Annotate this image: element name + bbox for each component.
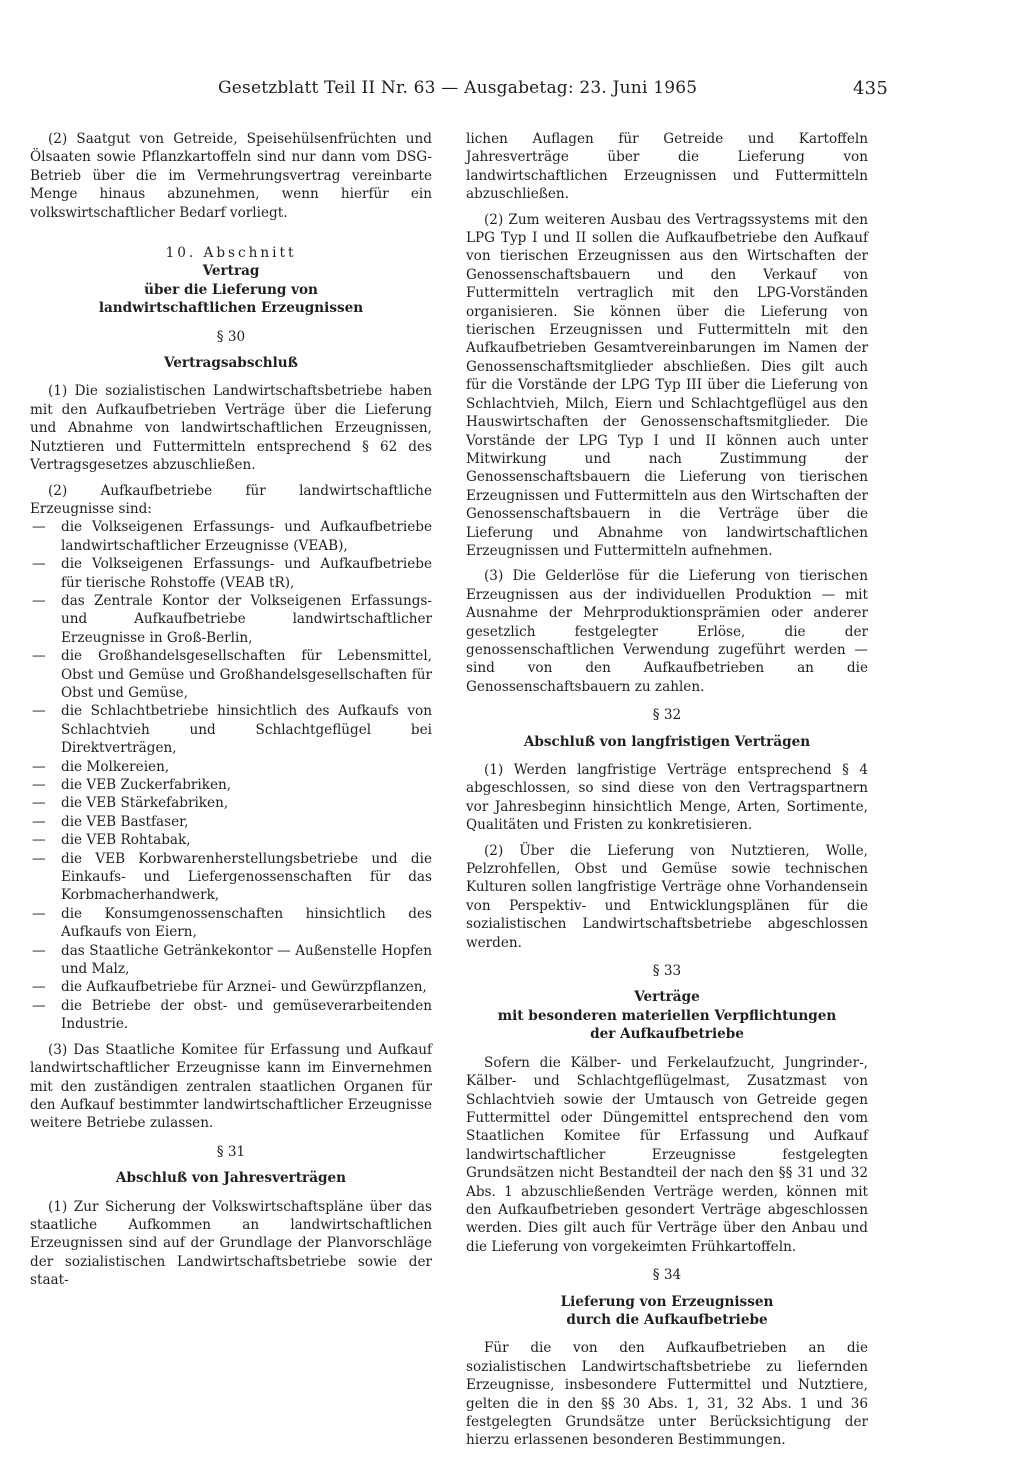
gazette-title: Gesetzblatt Teil II Nr. 63 — Ausgabetag: 23. Juni 1965 <box>218 78 698 98</box>
list-item: — die Schlachtbetriebe hinsichtlich des Aufkaufs von Schlachtvieh und Schlachtgeflügel bei Direktverträgen, <box>30 702 432 757</box>
paragraph-title-32: Abschluß von langfristigen Verträgen <box>523 733 811 750</box>
s34-paragraph: Für die von den Aufkaufbetrieben an die sozialistischen Landwirtschaftsbetriebe zu liefernden Erzeugnisse, insbesondere Futtermittel und Nutztiere, gelten die in den §§ 30 Abs. 1, 31, 32 Abs. 1 und 36 festgelegten Grundsätze unter Berücksichtigung der hierzu erlassenen besonderen Bestimmungen. <box>466 1340 868 1449</box>
purchasing-companies-list <box>30 518 432 1033</box>
paragraph-title-33-line-1: Verträge <box>634 989 700 1006</box>
s30-subsection-3: (3) Das Staatliche Komitee für Erfassung und Aufkauf landwirtschaftlicher Erzeugnisse kann im Einvernehmen mit den zuständigen zentralen staatlichen Organen für den Aufkauf bestimmter landwirtschaftlicher Erzeugnisse weitere Betriebe zulassen. <box>30 1041 432 1132</box>
s32-subsection-2: (2) Über die Lieferung von Nutztieren, Wolle, Pelzrohfellen, Obst und Gemüse sowie technischen Kulturen sollen langfristige Verträge ohne Vorhandensein von Perspektiv- und Entwicklungsplänen für die sozialistischen Landwirtschaftsbetriebe abgeschlossen werden. <box>466 842 868 951</box>
list-item: — die VEB Zuckerfabriken, <box>30 776 432 794</box>
section-title-line-2: über die Lieferung von <box>144 281 318 298</box>
left-column <box>30 130 432 1297</box>
list-item: — die VEB Stärkefabriken, <box>30 794 432 812</box>
section-title-line-3: landwirtschaftlichen Erzeugnissen <box>98 300 364 317</box>
paragraph-number-32: § 32 <box>652 707 682 724</box>
s33-paragraph: Sofern die Kälber- und Ferkelaufzucht, Jungrinder-, Kälber- und Schlachtgeflügelmast, Zusatzmast von Schlachtvieh sowie der Umtausch von Getreide gegen Futtermittel oder Düngemittel entsprechend den vom Staatlichen Komitee für Erfassung und Aufkauf landwirtschaftlicher Erzeugnisse festgelegten Grundsätzen nicht Bestandteil der nach den §§ 31 und 32 Abs. 1 abzuschließenden Verträge werden, können mit den Aufkaufbetrieben gesondert Verträge abgeschlossen werden. Dies gilt auch für Verträge über den Anbau und die Lieferung von vorgekeimten Frühkartoffeln. <box>466 1054 868 1255</box>
list-item: — die VEB Rohtabak, <box>30 831 432 849</box>
section-title-line-1: Vertrag <box>202 263 260 280</box>
s31-subsection-3: (3) Die Gelderlöse für die Lieferung von tierischen Erzeugnissen aus der individuellen Produktion — mit Ausnahme der Mehrproduktionsprämien oder anderer gesetzlich festgelegter Erlöse, die der genossenschaftlichen Verwendung zugeführt werden — sind von den Aufkaufbetrieben an die Genossenschaftsbauern zu zahlen. <box>466 568 868 695</box>
paragraph-title-34-line-2: durch die Aufkaufbetriebe <box>566 1311 768 1328</box>
paragraph-number-33: § 33 <box>652 963 682 980</box>
paragraph-number-31: § 31 <box>216 1143 246 1160</box>
s31-subsection-1-continued: lichen Auflagen für Getreide und Kartoffeln Jahresverträge über die Lieferung von landwirtschaftlichen Erzeugnissen und Futtermitteln abzuschließen. <box>466 131 868 203</box>
paragraph-title-31: Abschluß von Jahresverträgen <box>115 1170 347 1187</box>
s31-subsection-1: (1) Zur Sicherung der Volkswirtschaftspläne über das staatliche Aufkommen an landwirtschaftlichen Erzeugnissen sind auf der Grundlage der Planvorschläge der sozialistischen Landwirtschaftsbetriebe sowie der staat- <box>30 1198 432 1289</box>
right-column <box>466 130 868 1457</box>
list-item: — das Staatliche Getränkekontor — Außenstelle Hopfen und Malz, <box>30 942 432 979</box>
s32-subsection-1: (1) Werden langfristige Verträge entsprechend § 4 abgeschlossen, so sind diese von den Vertragspartnern vor Jahresbeginn hinsichtlich Menge, Arten, Sortimente, Qualitäten und Fristen zu konkretisieren. <box>466 762 868 834</box>
s31-subsection-2: (2) Zum weiteren Ausbau des Vertragssystems mit den LPG Typ I und II sollen die Aufkaufbetriebe den Aufkauf von tierischen Erzeugnissen aus den Wirtschaften der Genossenschaftsbauern und den Verkauf von Futtermitteln vertraglich mit den LPG-Vorständen organisieren. Sie können über die Lieferung von tierischen Erzeugnissen und Futtermitteln mit den Aufkaufbetrieben Gesamtvereinbarungen im Namen der Genossenschaftsmitglieder abschließen. Dies gilt auch für die Vorstände der LPG Typ III über die Lieferung von Schlachtvieh, Milch, Eiern und Schlachtgeflügel aus den Hauswirtschaften der Genossenschaftsmitglieder. Die Vorstände der LPG Typ I und II können auch unter Mitwirkung und nach Zustimmung der Genossenschaftsbauern die Lieferung von tierischen Erzeugnissen und Futtermitteln aus den Wirtschaften der Genossenschaftsbauern in die Verträge über die Lieferung und Abnahme von landwirtschaftlichen Erzeugnissen und Futtermitteln aufnehmen. <box>466 211 868 559</box>
list-item: — die Volkseigenen Erfassungs- und Aufkaufbetriebe landwirtschaftlicher Erzeugnisse (VEAB), <box>30 518 432 555</box>
section-label: 10. Abschnitt <box>165 245 297 262</box>
paragraph-number-30: § 30 <box>216 328 246 345</box>
list-item: — die VEB Bastfaser, <box>30 813 432 831</box>
list-item: — die VEB Korbwarenherstellungsbetriebe und die Einkaufs- und Liefergenossenschaften für das Korbmacherhandwerk, <box>30 850 432 905</box>
s30-subsection-1: (1) Die sozialistischen Landwirtschaftsbetriebe haben mit den Aufkaufbetrieben Verträge über die Lieferung und Abnahme von landwirtschaftlichen Erzeugnissen, Nutztieren und Futtermitteln entsprechend § 62 des Vertragsgesetzes abzuschließen. <box>30 383 432 474</box>
list-item: — die Betriebe der obst- und gemüseverarbeitenden Industrie. <box>30 997 432 1034</box>
s30-subsection-2-intro: (2) Aufkaufbetriebe für landwirtschaftliche Erzeugnisse sind: <box>30 482 432 517</box>
paragraph-title-30: Vertragsabschluß <box>163 355 299 372</box>
list-item: — die Konsumgenossenschaften hinsichtlich des Aufkaufs von Eiern, <box>30 905 432 942</box>
list-item: — die Großhandelsgesellschaften für Lebensmittel, Obst und Gemüse und Großhandelsgesellschaften für Obst und Gemüse, <box>30 647 432 702</box>
list-item: — die Volkseigenen Erfassungs- und Aufkaufbetriebe für tierische Rohstoffe (VEAB tR), <box>30 555 432 592</box>
paragraph-number-34: § 34 <box>652 1267 682 1284</box>
list-item: — die Aufkaufbetriebe für Arznei- und Gewürzpflanzen, <box>30 978 432 996</box>
page-header <box>218 74 888 104</box>
list-item: — das Zentrale Kontor der Volkseigenen Erfassungs- und Aufkaufbetriebe landwirtschaftlicher Erzeugnisse in Groß-Berlin, <box>30 592 432 647</box>
page-number: 435 <box>853 78 888 99</box>
paragraph-title-33-line-3: der Aufkaufbetriebe <box>590 1026 744 1043</box>
intro-paragraph: (2) Saatgut von Getreide, Speisehülsenfrüchten und Ölsaaten sowie Pflanzkartoffeln sind nur dann vom DSG-Betrieb über die im Vermehrungsvertrag vereinbarte Menge hinaus abzunehmen, wenn hierfür ein volkswirtschaftlicher Bedarf vorliegt. <box>30 131 432 221</box>
paragraph-title-34-line-1: Lieferung von Erzeugnissen <box>560 1293 774 1310</box>
list-item: — die Molkereien, <box>30 758 432 776</box>
paragraph-title-33-line-2: mit besonderen materiellen Verpflichtungen <box>497 1007 837 1024</box>
